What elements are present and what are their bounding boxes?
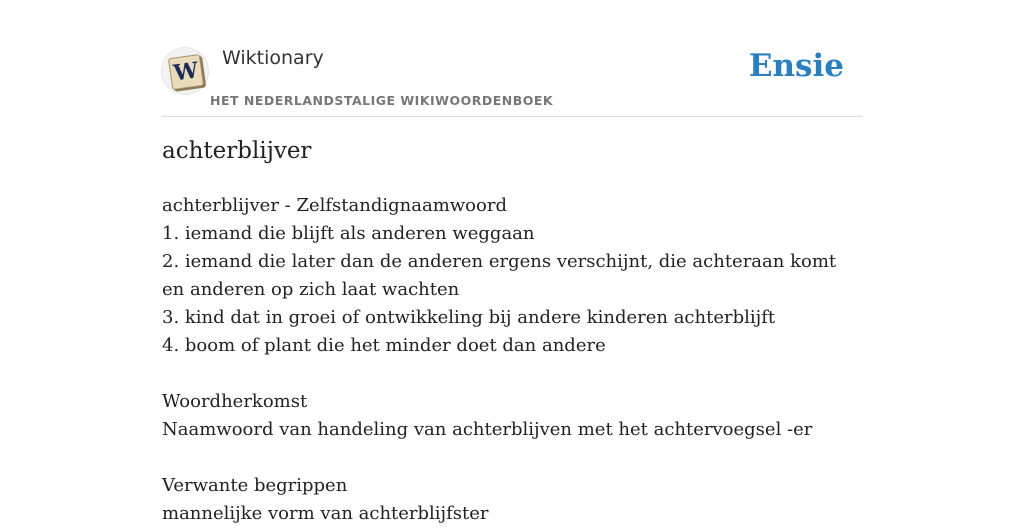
site-name[interactable]: Wiktionary	[222, 47, 324, 69]
page-title: achterblijver	[162, 138, 312, 164]
related-text: mannelijke vorm van achterblijfster	[162, 503, 489, 524]
section-spacer	[162, 444, 842, 472]
site-header	[162, 44, 862, 117]
wiktionary-tile-icon: W	[168, 54, 204, 90]
ensie-brand-link[interactable]: Ensie	[748, 48, 844, 84]
definition-heading: achterblijver - Zelfstandignaamwoord	[162, 195, 507, 216]
etymology-heading: Woordherkomst	[162, 391, 308, 412]
section-spacer	[162, 360, 842, 388]
etymology-text: Naamwoord van handeling van achterblijven met het achtervoegsel -er	[162, 419, 813, 440]
definition-item-1: 1. iemand die blijft als anderen weggaan	[162, 223, 535, 244]
site-tagline: HET NEDERLANDSTALIGE WIKIWOORDENBOEK	[210, 93, 554, 108]
definition-item-4: 4. boom of plant die het minder doet dan andere	[162, 335, 606, 356]
related-heading: Verwante begrippen	[162, 475, 348, 496]
entry-content	[162, 192, 842, 528]
wiktionary-logo[interactable]	[162, 48, 208, 94]
definition-item-2: 2. iemand die later dan de anderen ergens verschijnt, die achteraan komt en anderen op zich laat wachten	[162, 251, 837, 300]
definition-item-3: 3. kind dat in groei of ontwikkeling bij andere kinderen achterblijft	[162, 307, 776, 328]
